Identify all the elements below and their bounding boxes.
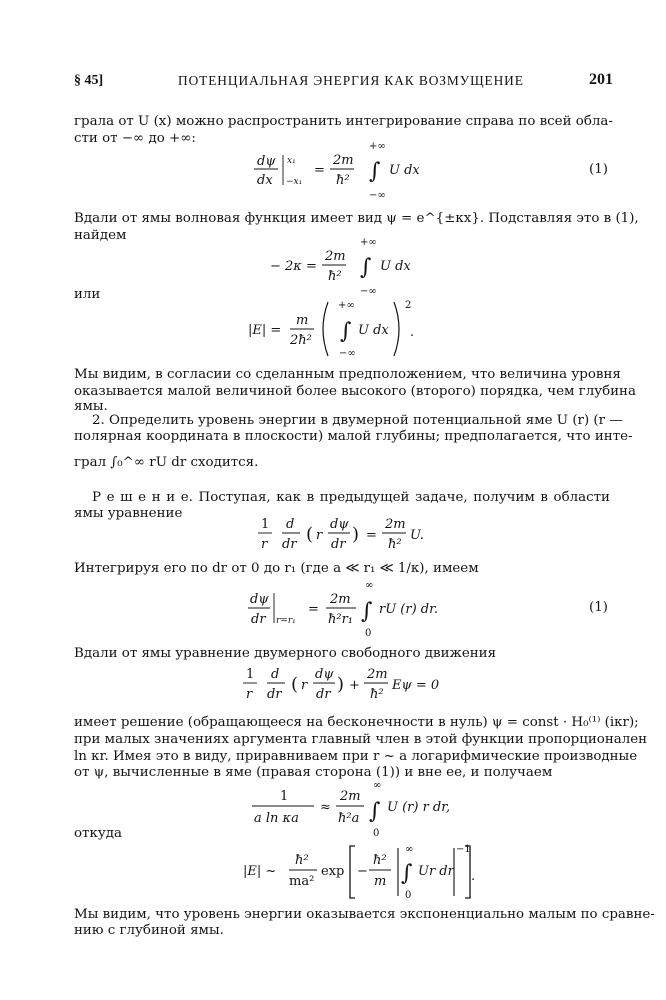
svg-text:.: . bbox=[410, 325, 415, 340]
paragraph-3-line-1: Мы видим, в согласии со сделанным предположением, что величина уровня bbox=[74, 367, 621, 382]
word-or: или bbox=[74, 287, 101, 302]
svg-text:(: ( bbox=[306, 524, 314, 545]
svg-text:m: m bbox=[296, 313, 309, 328]
svg-text:r: r bbox=[301, 678, 308, 693]
final-line-1: Мы видим, что уровень энергии оказывается экспоненциально малым по сравне- bbox=[74, 907, 655, 922]
svg-text:−∞: −∞ bbox=[339, 348, 356, 359]
svg-text:0: 0 bbox=[365, 628, 372, 639]
svg-text:dψ: dψ bbox=[257, 154, 276, 169]
section-number: § 45] bbox=[74, 73, 104, 88]
svg-text:+: + bbox=[349, 678, 360, 693]
page-number: 201 bbox=[589, 71, 613, 88]
svg-text:dψ: dψ bbox=[330, 517, 349, 532]
equation-4 bbox=[258, 512, 458, 558]
paragraph-1-line-2: сти от −∞ до +∞: bbox=[74, 131, 196, 146]
svg-text:U.: U. bbox=[410, 528, 424, 543]
svg-text:dr: dr bbox=[331, 537, 346, 552]
problem-2-line-1: 2. Определить уровень энергии в двумерной потенциальной яме U (r) (r — bbox=[92, 413, 623, 428]
equation-1-label: (1) bbox=[589, 162, 608, 177]
svg-text:+∞: +∞ bbox=[369, 141, 386, 152]
svg-text:∞: ∞ bbox=[405, 844, 414, 855]
svg-text:ħ²: ħ² bbox=[295, 853, 309, 868]
paragraph-4-line-3: ln κr. Имея это в виду, приравниваем при r ~ a логарифмические производные bbox=[74, 749, 638, 764]
paragraph-1-line-1: грала от U (x) можно распространить интегрирование справа по всей обла- bbox=[74, 114, 613, 129]
svg-text:dψ: dψ bbox=[315, 667, 334, 682]
svg-text:∞: ∞ bbox=[365, 580, 374, 591]
svg-text:): ) bbox=[352, 524, 360, 545]
paragraph-4-line-1: имеет решение (обращающееся на бесконечности в нуль) ψ = const · H₀⁽¹⁾ (iκr); bbox=[74, 715, 639, 730]
equation-8 bbox=[243, 838, 476, 902]
equation-2 bbox=[270, 236, 430, 296]
svg-text:ma²: ma² bbox=[289, 874, 315, 889]
svg-text:2ħ²: 2ħ² bbox=[290, 333, 312, 348]
svg-text:r: r bbox=[246, 687, 253, 702]
svg-text:≈: ≈ bbox=[320, 800, 331, 815]
far-from-well-line: Вдали от ямы уравнение двумерного свободного движения bbox=[74, 646, 497, 661]
paragraph-3-line-2: оказывается малой величиной более высокого (второго) порядка, чем глубина bbox=[74, 384, 636, 399]
equation-5 bbox=[248, 578, 448, 640]
svg-text:ħ²: ħ² bbox=[336, 173, 350, 188]
svg-text:x₁: x₁ bbox=[287, 156, 296, 166]
svg-text:ħ²: ħ² bbox=[388, 537, 402, 552]
svg-text:1: 1 bbox=[246, 667, 255, 682]
svg-text:=: = bbox=[308, 602, 319, 617]
svg-text:dr: dr bbox=[251, 612, 266, 627]
svg-text:∫: ∫ bbox=[369, 799, 381, 824]
svg-text:rU (r) dr.: rU (r) dr. bbox=[379, 602, 439, 617]
svg-text:∫: ∫ bbox=[401, 861, 413, 886]
solution-line-1: Р е ш е н и е. Поступая, как в предыдущей задаче, получим в области bbox=[92, 490, 610, 505]
svg-text:|E| ~: |E| ~ bbox=[243, 864, 277, 879]
svg-text:1: 1 bbox=[280, 789, 289, 804]
svg-text:Ur dr: Ur dr bbox=[418, 864, 454, 879]
svg-text:∫: ∫ bbox=[360, 255, 372, 280]
svg-text:ħ²a: ħ²a bbox=[338, 811, 360, 826]
svg-text:2: 2 bbox=[405, 300, 412, 311]
svg-text:0: 0 bbox=[405, 890, 412, 901]
equation-3 bbox=[248, 294, 428, 358]
svg-text:1: 1 bbox=[261, 517, 270, 532]
solution-line-2: ямы уравнение bbox=[74, 506, 183, 521]
svg-text:2m: 2m bbox=[333, 153, 354, 168]
svg-text:∫: ∫ bbox=[340, 319, 352, 344]
svg-text:−∞: −∞ bbox=[369, 190, 386, 201]
paragraph-2-line-1: Вдали от ямы волновая функция имеет вид ψ = e^{±κx}. Подставляя это в (1), bbox=[74, 211, 639, 226]
svg-text:): ) bbox=[337, 674, 345, 695]
integrating-line: Интегрируя его по dr от 0 до r₁ (где a ≪ r₁ ≪ 1/κ), имеем bbox=[74, 561, 479, 576]
svg-text:−x₁: −x₁ bbox=[286, 177, 303, 187]
svg-text:2m: 2m bbox=[367, 667, 388, 682]
svg-text:U dx: U dx bbox=[380, 259, 411, 274]
svg-text:∞: ∞ bbox=[373, 780, 382, 791]
paragraph-4-line-2: при малых значениях аргумента главный член в этой функции пропорционален bbox=[74, 732, 648, 747]
svg-text:m: m bbox=[374, 874, 387, 889]
svg-text:2m: 2m bbox=[325, 249, 346, 264]
svg-text:ħ²r₁: ħ²r₁ bbox=[328, 612, 354, 627]
paragraph-4-line-4: от ψ, вычисленные в яме (правая сторона (1)) и вне ее, и получаем bbox=[74, 765, 553, 780]
svg-text:=: = bbox=[314, 163, 325, 178]
svg-text:ħ²: ħ² bbox=[373, 853, 387, 868]
svg-text:d: d bbox=[286, 517, 295, 532]
svg-text:−: − bbox=[357, 864, 368, 879]
svg-text:=: = bbox=[366, 528, 377, 543]
svg-text:dr: dr bbox=[267, 687, 282, 702]
equation-5-label: (1) bbox=[589, 600, 608, 615]
problem-2-line-3: грал ∫₀^∞ rU dr сходится. bbox=[74, 455, 259, 470]
word-whence: откуда bbox=[74, 826, 122, 841]
paragraph-3-line-3: ямы. bbox=[74, 399, 108, 414]
svg-text:r: r bbox=[261, 537, 268, 552]
svg-text:.: . bbox=[471, 869, 476, 884]
svg-text:U dx: U dx bbox=[358, 323, 389, 338]
svg-text:dr: dr bbox=[316, 687, 331, 702]
svg-text:∫: ∫ bbox=[361, 599, 373, 624]
svg-text:− 2κ =: − 2κ = bbox=[270, 259, 317, 274]
final-line-2: нию с глубиной ямы. bbox=[74, 923, 224, 938]
svg-text:+∞: +∞ bbox=[338, 300, 355, 311]
svg-text:dr: dr bbox=[282, 537, 297, 552]
svg-text:ħ²: ħ² bbox=[370, 687, 384, 702]
svg-text:d: d bbox=[271, 667, 280, 682]
svg-text:(: ( bbox=[291, 674, 299, 695]
svg-text:−1: −1 bbox=[456, 844, 471, 855]
equation-7 bbox=[252, 776, 452, 840]
problem-2-line-2: полярная координата в плоскости) малой глубины; предполагается, что инте- bbox=[74, 429, 633, 444]
equation-6 bbox=[243, 662, 458, 708]
svg-text:−∞: −∞ bbox=[360, 286, 377, 297]
svg-text:+∞: +∞ bbox=[360, 237, 377, 248]
svg-text:exp: exp bbox=[321, 864, 345, 879]
svg-text:∫: ∫ bbox=[369, 159, 381, 184]
svg-text:r=r₁: r=r₁ bbox=[276, 616, 296, 626]
svg-text:2m: 2m bbox=[385, 517, 406, 532]
svg-text:dx: dx bbox=[257, 173, 273, 188]
svg-text:a ln κa: a ln κa bbox=[254, 811, 299, 826]
svg-text:2m: 2m bbox=[340, 789, 361, 804]
paragraph-2-line-2: найдем bbox=[74, 228, 127, 243]
svg-text:|E| =: |E| = bbox=[248, 323, 282, 338]
svg-text:Eψ = 0: Eψ = 0 bbox=[392, 678, 440, 693]
svg-text:dψ: dψ bbox=[250, 592, 269, 607]
svg-text:0: 0 bbox=[373, 828, 380, 839]
equation-1 bbox=[250, 140, 440, 200]
svg-text:U dx: U dx bbox=[389, 163, 420, 178]
svg-text:2m: 2m bbox=[330, 592, 351, 607]
svg-text:U (r) r dr,: U (r) r dr, bbox=[387, 800, 451, 815]
svg-text:r: r bbox=[316, 528, 323, 543]
running-title: ПОТЕНЦИАЛЬНАЯ ЭНЕРГИЯ КАК ВОЗМУЩЕНИЕ bbox=[178, 73, 524, 88]
svg-text:ħ²: ħ² bbox=[328, 269, 342, 284]
